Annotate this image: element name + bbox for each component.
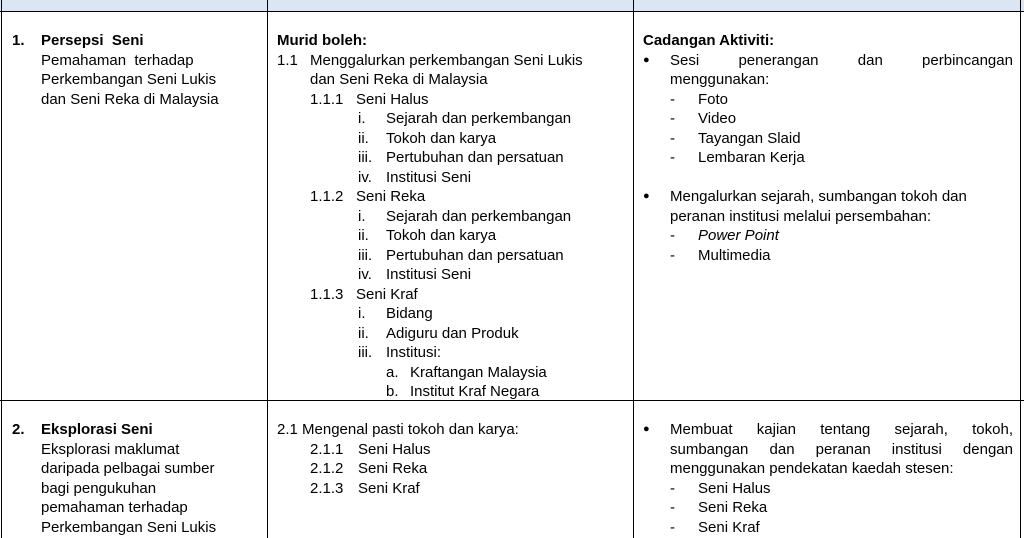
standard-text: 2.1 Mengenal pasti tokoh dan karya: [277, 421, 519, 438]
table-border-right [1020, 0, 1021, 538]
dash-icon: - [670, 227, 675, 244]
topic-desc-line: Perkembangan Seni Lukis [41, 518, 217, 536]
list-item: iii. Pertubuhan dan persatuan [358, 149, 564, 166]
dash-list-item: - Seni Reka [670, 499, 768, 516]
list-item: ii. Tokoh dan karya [358, 227, 497, 244]
sub-standard: 2.1.2 Seni Reka [310, 460, 428, 477]
dash-icon: - [670, 518, 675, 536]
topic-number: 1. [12, 32, 25, 49]
sub-standard: 2.1.3 Seni Kraf [310, 479, 420, 497]
dash-list-item: - Multimedia [670, 246, 771, 264]
learning-standards-heading: Murid boleh: [277, 32, 367, 49]
topic-desc-line: pemahaman terhadap [41, 499, 188, 516]
activity-text-cont: sumbangan dan peranan institusi dengan [670, 440, 1013, 458]
dash-icon: - [670, 246, 675, 264]
row1-topic-cell [12, 31, 262, 109]
sub-list-item: a. Kraftangan Malaysia [386, 363, 547, 381]
activity-bullet: ● Sesi penerangan dan perbincangan [643, 51, 1013, 69]
standard-number: 1.1 [277, 51, 298, 69]
topic-title: Persepsi Seni [41, 32, 144, 49]
dash-icon: - [670, 110, 675, 127]
row2-topic-cell [12, 420, 262, 537]
list-item: iii. Institusi: [358, 344, 442, 361]
bullet-icon: ● [643, 53, 650, 66]
row1-learning-standards-cell [277, 31, 629, 402]
sub-standard: 1.1.2 Seni Reka [310, 188, 426, 205]
bullet-icon: ● [643, 190, 650, 202]
list-item: i. Bidang [358, 305, 433, 322]
sub-list-item: b. Institut Kraf Negara [386, 383, 540, 400]
sub-standard: 1.1.1 Seni Halus [310, 90, 429, 108]
dash-list-item: - Video [670, 110, 737, 127]
activity-text-cont: menggunakan: [670, 71, 770, 88]
dash-list-item: - Foto [670, 90, 729, 108]
dash-list-item: - Power Point [670, 227, 779, 244]
dash-icon: - [670, 479, 675, 497]
dash-list-item: - Seni Kraf [670, 518, 760, 536]
topic-desc-line: daripada pelbagai sumber [41, 460, 215, 477]
topic-title: Eksplorasi Seni [41, 421, 153, 438]
dash-icon: - [670, 129, 675, 147]
topic-desc-line: Perkembangan Seni Lukis [41, 71, 217, 88]
list-item: iv. Institusi Seni [358, 168, 472, 186]
sub-standard: 1.1.3 Seni Kraf [310, 285, 418, 303]
standard-text-cont: dan Seni Reka di Malaysia [310, 71, 488, 88]
topic-desc-line: bagi pengukuhan [41, 479, 157, 497]
activity-text-cont: peranan institusi melalui persembahan: [670, 207, 931, 225]
table-border-left [1, 0, 2, 538]
activity-text-cont: menggunakan pendekatan kaedah stesen: [670, 460, 954, 477]
topic-desc-line: Pemahaman terhadap [41, 51, 194, 69]
standard-text: Menggalurkan perkembangan Seni Lukis [310, 51, 583, 69]
column-divider-1 [267, 0, 268, 538]
list-item: ii. Tokoh dan karya [358, 129, 497, 147]
row1-activities-cell [643, 31, 1013, 265]
topic-desc-line: Eksplorasi maklumat [41, 440, 180, 458]
sub-standard: 2.1.1 Seni Halus [310, 440, 431, 458]
activities-heading: Cadangan Aktiviti: [643, 32, 775, 49]
dash-icon: - [670, 499, 675, 516]
row2-learning-standards-cell [277, 420, 629, 498]
list-item: i. Sejarah dan perkembangan [358, 110, 572, 127]
topic-desc-line: dan Seni Reka di Malaysia [41, 90, 219, 108]
dash-list-item: - Lembaran Kerja [670, 149, 805, 166]
activity-bullet: ● Mengalurkan sejarah, sumbangan tokoh dan [643, 188, 967, 205]
dash-list-item: - Tayangan Slaid [670, 129, 801, 147]
list-item: ii. Adiguru dan Produk [358, 324, 519, 342]
topic-number: 2. [12, 421, 25, 438]
activity-bullet: ● Membuat kajian tentang sejarah, tokoh, [643, 421, 1013, 438]
column-divider-2 [633, 0, 634, 538]
bullet-icon: ● [643, 423, 650, 435]
dash-icon: - [670, 149, 675, 166]
dash-list-item: - Seni Halus [670, 479, 771, 497]
row2-activities-cell [643, 420, 1013, 537]
list-item: iii. Pertubuhan dan persatuan [358, 246, 564, 264]
dash-icon: - [670, 90, 675, 108]
list-item: i. Sejarah dan perkembangan [358, 207, 572, 225]
table-header-strip [0, 0, 1024, 12]
list-item: iv. Institusi Seni [358, 266, 472, 283]
